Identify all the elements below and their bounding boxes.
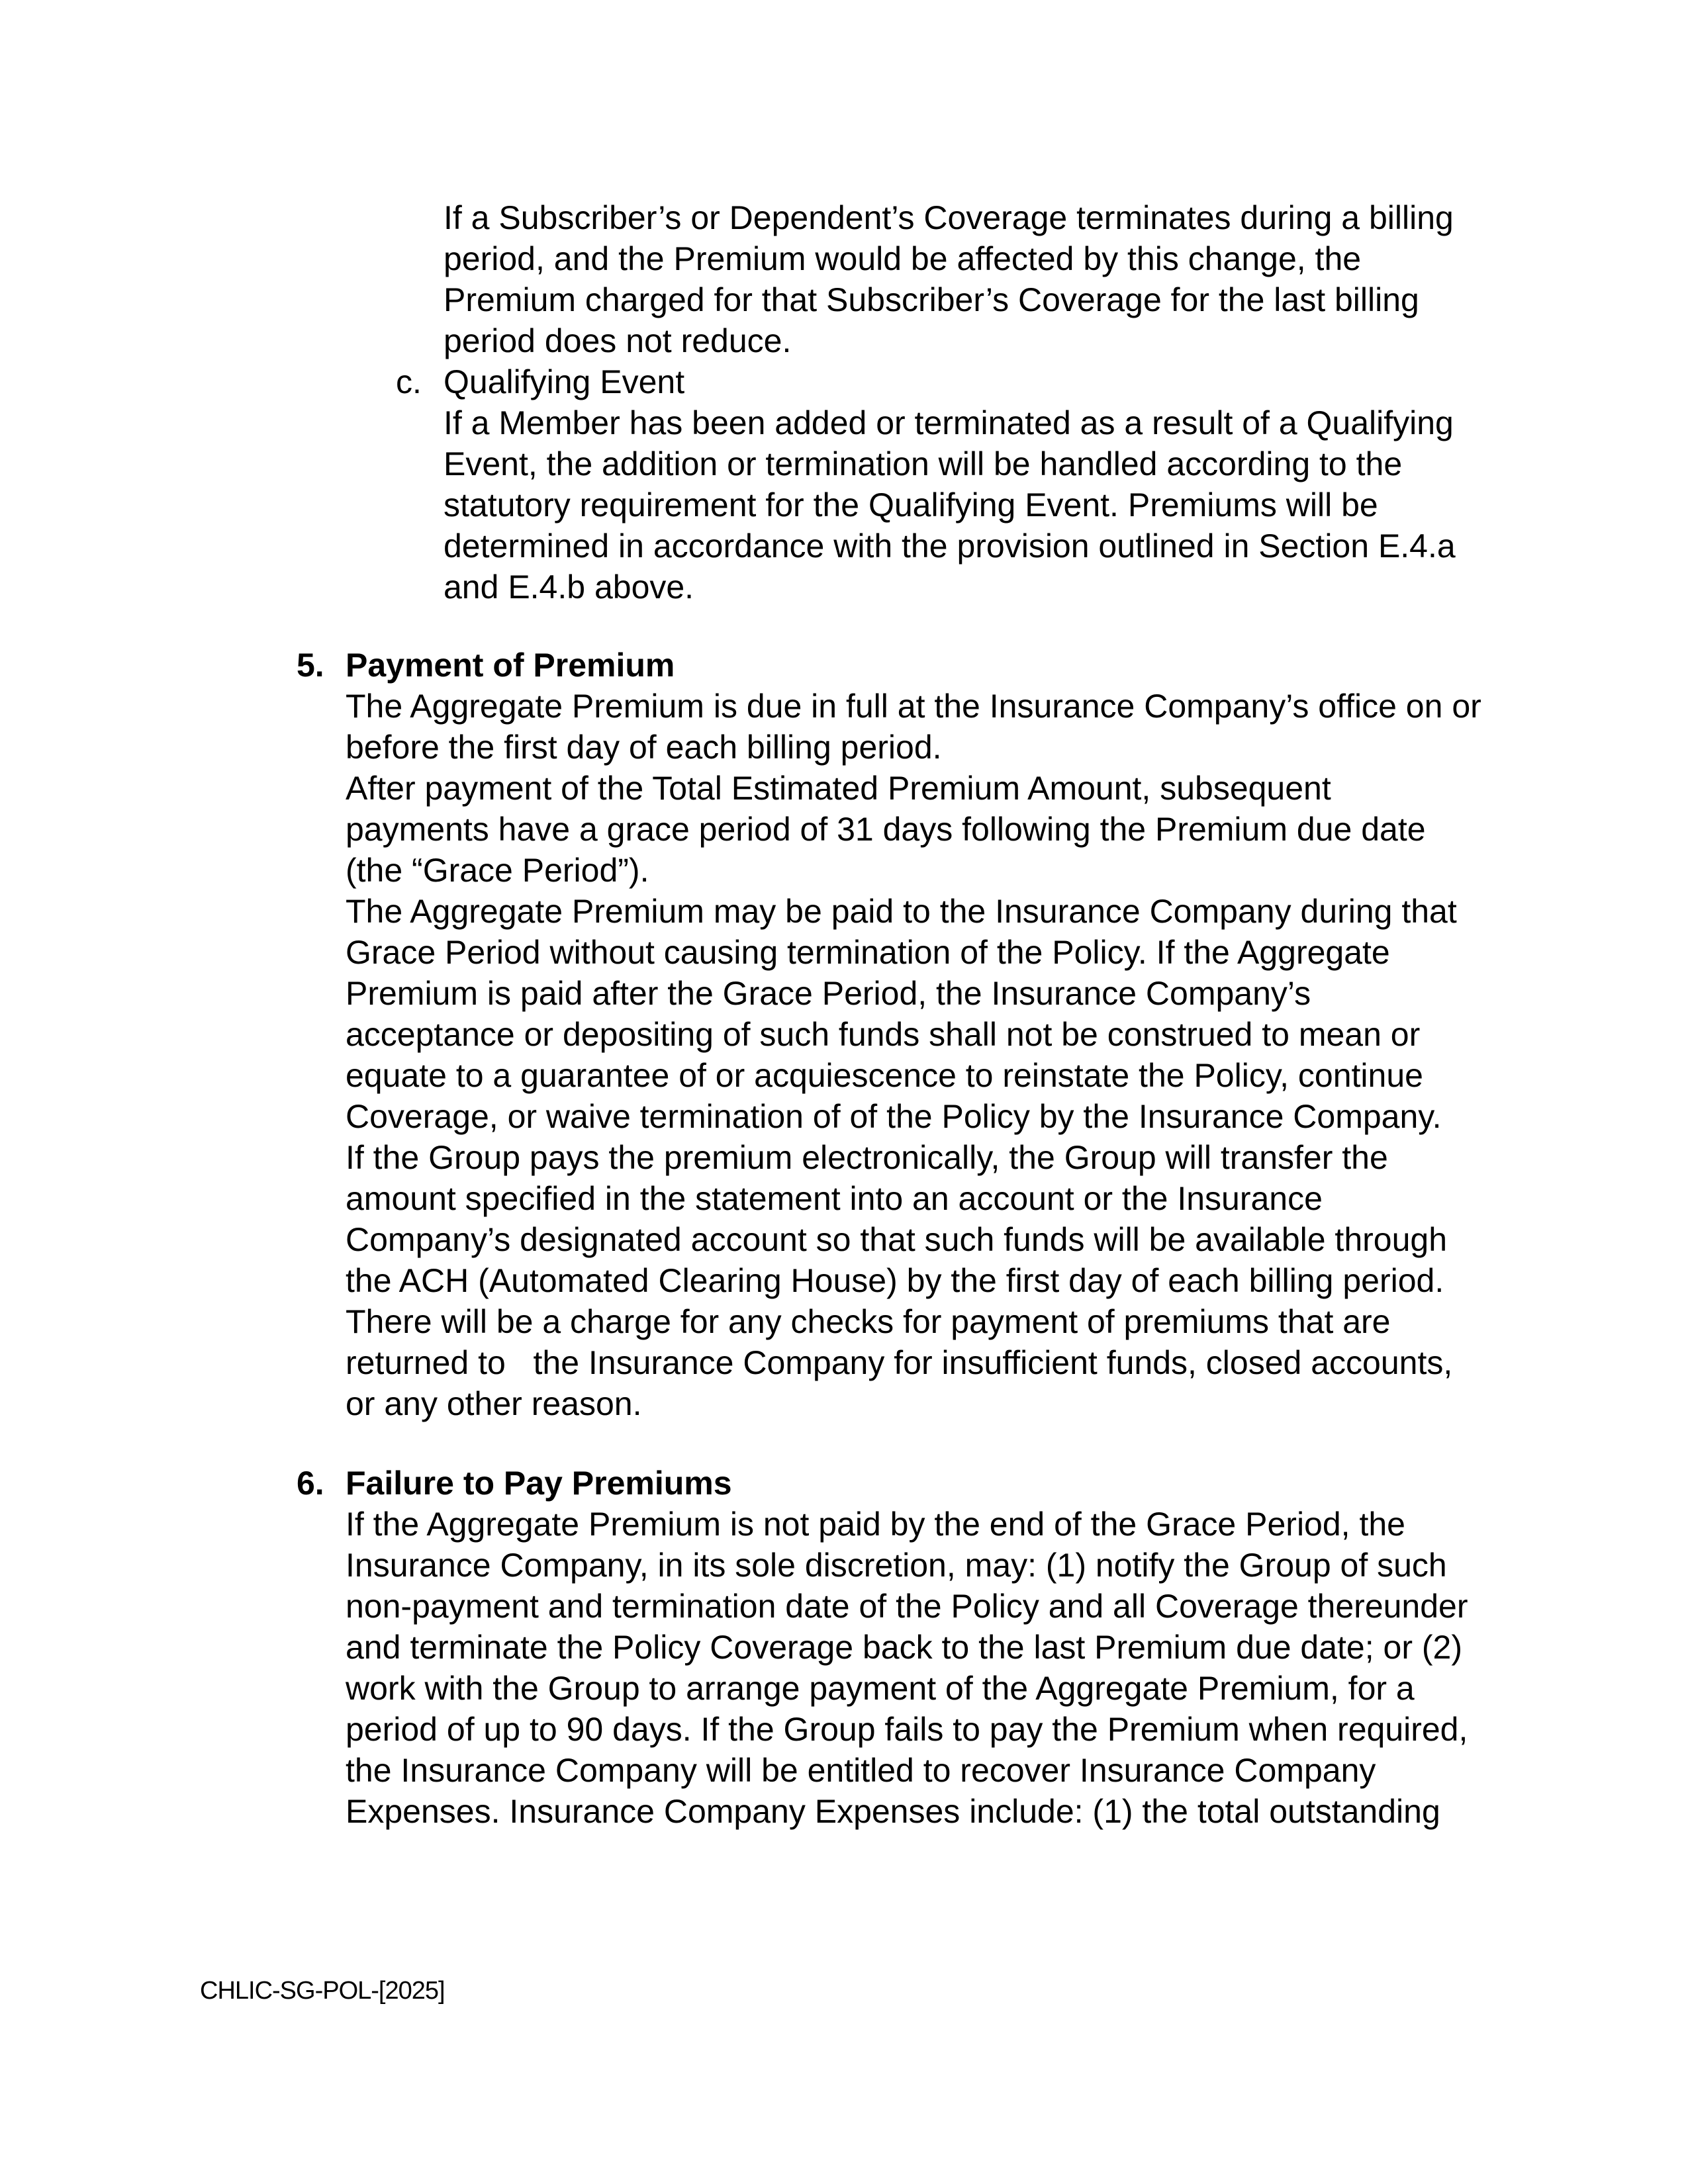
body-text-line: and terminate the Policy Coverage back to the last Premium due date; or (2)	[346, 1629, 1462, 1666]
body-text-line: Premium charged for that Subscriber’s Coverage for the last billing	[444, 281, 1419, 318]
body-text-line: If the Group pays the premium electronically, the Group will transfer the	[346, 1139, 1388, 1176]
body-text-line: statutory requirement for the Qualifying Event. Premiums will be	[444, 486, 1378, 523]
body-text-line: Coverage, or waive termination of of the Policy by the Insurance Company.	[346, 1098, 1442, 1135]
body-text-line: Company’s designated account so that such funds will be available through	[346, 1221, 1448, 1258]
body-text-line: The Aggregate Premium may be paid to the Insurance Company during that	[346, 893, 1457, 930]
body-text-line: There will be a charge for any checks for payment of premiums that are	[346, 1303, 1391, 1340]
section-heading: Failure to Pay Premiums	[346, 1465, 732, 1502]
body-text-line: After payment of the Total Estimated Premium Amount, subsequent	[346, 770, 1331, 807]
body-text-line: period does not reduce.	[444, 322, 792, 359]
subitem-title: Qualifying Event	[444, 363, 685, 400]
body-text-line: period of up to 90 days. If the Group fails to pay the Premium when required,	[346, 1711, 1468, 1748]
section-number: 5.	[297, 647, 324, 684]
list-marker: c.	[396, 363, 422, 400]
body-text-line: The Aggregate Premium is due in full at the Insurance Company’s office on or	[346, 688, 1481, 725]
body-text-line: work with the Group to arrange payment of the Aggregate Premium, for a	[346, 1670, 1415, 1707]
body-text-line: amount specified in the statement into an account or the Insurance	[346, 1180, 1323, 1217]
body-text-line: before the first day of each billing period.	[346, 729, 942, 766]
body-text-line: period, and the Premium would be affected by this change, the	[444, 240, 1362, 277]
body-text-line: equate to a guarantee of or acquiescence to reinstate the Policy, continue	[346, 1057, 1423, 1094]
body-text-line: Expenses. Insurance Company Expenses include: (1) the total outstanding	[346, 1793, 1440, 1830]
body-text-line: payments have a grace period of 31 days following the Premium due date	[346, 811, 1426, 848]
body-text-line: Event, the addition or termination will be handled according to the	[444, 445, 1403, 482]
body-text-line: non-payment and termination date of the Policy and all Coverage thereunder	[346, 1588, 1468, 1625]
body-text-line: the ACH (Automated Clearing House) by the first day of each billing period.	[346, 1262, 1444, 1299]
section-heading: Payment of Premium	[346, 647, 675, 684]
body-text-line: acceptance or depositing of such funds shall not be construed to mean or	[346, 1016, 1421, 1053]
body-text-line: the Insurance Company will be entitled to recover Insurance Company	[346, 1752, 1376, 1789]
body-text-line: (the “Grace Period”).	[346, 852, 649, 889]
body-text-line: returned to the Insurance Company for insufficient funds, closed accounts,	[346, 1344, 1453, 1381]
body-text-line: If the Aggregate Premium is not paid by the end of the Grace Period, the	[346, 1506, 1405, 1543]
body-text-line: If a Subscriber’s or Dependent’s Coverage terminates during a billing	[444, 199, 1454, 236]
body-text-line: or any other reason.	[346, 1385, 642, 1422]
section-number: 6.	[297, 1465, 324, 1502]
body-text-line: and E.4.b above.	[444, 569, 694, 606]
body-text-line: If a Member has been added or terminated as a result of a Qualifying	[444, 404, 1454, 441]
body-text-line: Grace Period without causing termination of the Policy. If the Aggregate	[346, 934, 1390, 971]
body-text-line: Insurance Company, in its sole discretion, may: (1) notify the Group of such	[346, 1547, 1447, 1584]
body-text-line: determined in accordance with the provision outlined in Section E.4.a	[444, 527, 1456, 565]
footer-document-code: CHLIC-SG-POL-[2025]	[200, 1977, 445, 2005]
body-text-line: Premium is paid after the Grace Period, the Insurance Company’s	[346, 975, 1311, 1012]
